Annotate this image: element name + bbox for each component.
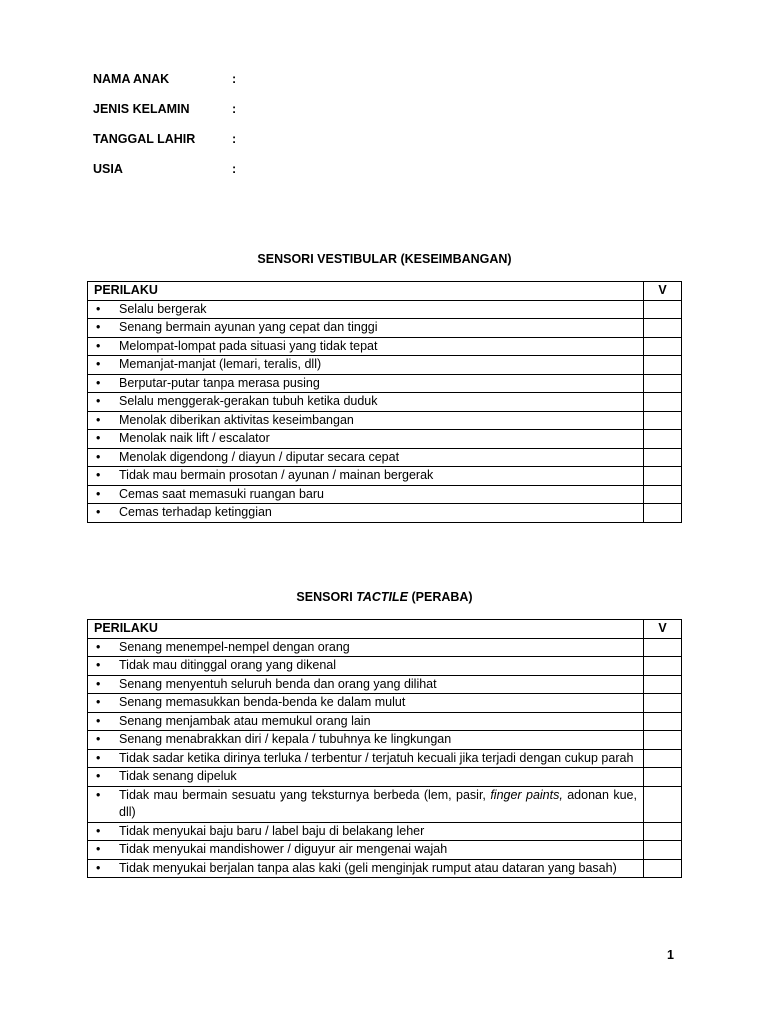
table-header-row [88,282,682,301]
behavior-cell [88,786,644,822]
behavior-text: Menolak digendong / diayun / diputar secara cepat [119,449,400,464]
field-colon: : [232,72,237,86]
behavior-item [94,657,637,675]
behavior-cell [88,393,644,412]
behavior-cell [88,675,644,694]
behavior-text: Tidak mau bermain prosotan / ayunan / mainan bergerak [119,468,434,482]
behavior-cell [88,319,644,338]
behavior-item [94,768,637,786]
field-label: NAMA ANAK [93,72,170,86]
behavior-item [94,393,637,411]
checklist-row [88,337,682,356]
bullet-icon: • [96,394,101,408]
behavior-cell [88,467,644,486]
behavior-item [94,823,637,841]
bullet-icon: • [96,639,101,654]
checklist-row [88,675,682,694]
behavior-cell [88,768,644,787]
behavior-text: Senang memasukkan benda-benda ke dalam mulut [119,695,406,709]
bullet-icon: • [96,658,101,672]
bullet-icon: • [96,486,101,501]
check-cell[interactable] [644,712,682,731]
behavior-item [94,375,637,393]
field-colon: : [232,132,237,146]
checklist-row [88,749,682,768]
checklist-row [88,841,682,860]
bullet-icon: • [96,431,101,445]
bullet-icon: • [96,468,101,482]
checklist-row [88,393,682,412]
check-cell[interactable] [644,749,682,768]
behavior-cell [88,841,644,860]
bullet-icon: • [96,412,101,427]
checklist-row [88,712,682,731]
check-cell[interactable] [644,786,682,822]
bullet-icon: • [96,860,101,875]
behavior-text: Senang bermain ayunan yang cepat dan tinggi [119,320,378,334]
check-cell[interactable] [644,694,682,713]
check-cell[interactable] [644,841,682,860]
bullet-icon: • [96,375,101,390]
behavior-text: Tidak menyukai baju baru / label baju di belakang leher [119,823,425,838]
check-cell[interactable] [644,638,682,657]
behavior-text: Senang menabrakkan diri / kepala / tubuhnya ke lingkungan [119,732,452,746]
check-cell[interactable] [644,768,682,787]
check-cell[interactable] [644,657,682,676]
checklist-row [88,657,682,676]
behavior-text: Tidak sadar ketika dirinya terluka / terbentur / terjatuh kecuali jika terjadi dengan cukup parah [119,750,634,765]
behavior-text: Memanjat-manjat (lemari, teralis, dll) [119,357,322,371]
field-colon: : [232,102,237,116]
header-check: V [644,620,682,639]
tactile-section-title [87,590,682,604]
behavior-text [119,787,637,822]
text-part: Tidak mau bermain sesuatu yang teksturnya berbeda (lem, pasir, [119,787,486,802]
checklist-row [88,694,682,713]
behavior-cell [88,859,644,878]
vestibular-checklist-table [87,281,682,523]
checklist-row [88,768,682,787]
behavior-item [94,412,637,430]
header-behavior: PERILAKU [88,620,644,639]
bullet-icon: • [96,505,101,519]
behavior-text: Menolak naik lift / escalator [119,431,270,445]
table-header-row [88,620,682,639]
check-cell[interactable] [644,393,682,412]
checklist-row [88,731,682,750]
behavior-text: Senang menjambak atau memukul orang lain [119,713,371,728]
checklist-row [88,430,682,449]
checklist-row [88,485,682,504]
vestibular-section-title: SENSORI VESTIBULAR (KESEIMBANGAN) [257,252,512,266]
field-colon: : [232,162,237,176]
check-cell[interactable] [644,374,682,393]
behavior-item [94,787,637,822]
title-italic: TACTILE [356,590,408,604]
behavior-item [94,860,637,878]
text-italic: finger paints, [490,787,563,802]
behavior-item [94,731,637,749]
checklist-row [88,448,682,467]
checklist-row [88,356,682,375]
behavior-item [94,449,637,467]
behavior-cell [88,638,644,657]
bullet-icon: • [96,676,101,691]
behavior-cell [88,694,644,713]
bullet-icon: • [96,449,101,464]
behavior-item [94,467,637,485]
behavior-text: Selalu bergerak [119,301,207,316]
check-cell[interactable] [644,467,682,486]
behavior-cell [88,374,644,393]
behavior-cell [88,300,644,319]
check-cell[interactable] [644,411,682,430]
checklist-row [88,822,682,841]
behavior-item [94,301,637,319]
behavior-text: Menolak diberikan aktivitas keseimbangan [119,412,354,427]
text-part: adonan kue, dll) [119,787,637,819]
check-cell[interactable] [644,319,682,338]
tactile-checklist-table [87,619,682,878]
bullet-icon: • [96,357,101,371]
behavior-text: Tidak menyukai berjalan tanpa alas kaki (geli menginjak rumput atau dataran yang basah) [119,860,617,875]
behavior-cell [88,712,644,731]
behavior-cell [88,337,644,356]
check-cell[interactable] [644,504,682,523]
behavior-item [94,486,637,504]
behavior-cell [88,356,644,375]
check-cell[interactable] [644,859,682,878]
bullet-icon: • [96,713,101,728]
bullet-icon: • [96,750,101,765]
behavior-cell [88,430,644,449]
checklist-row [88,467,682,486]
bullet-icon: • [96,301,101,316]
check-cell[interactable] [644,675,682,694]
behavior-cell [88,504,644,523]
behavior-text: Melompat-lompat pada situasi yang tidak tepat [119,338,378,353]
field-label: USIA [93,162,123,176]
check-cell[interactable] [644,822,682,841]
check-cell[interactable] [644,356,682,375]
behavior-item [94,430,637,448]
behavior-text: Tidak mau ditinggal orang yang dikenal [119,658,337,672]
title-suffix: (PERABA) [411,590,473,604]
behavior-text: Berputar-putar tanpa merasa pusing [119,375,320,390]
bullet-icon: • [96,787,101,802]
behavior-item [94,694,637,712]
check-cell[interactable] [644,731,682,750]
behavior-item [94,356,637,374]
behavior-cell [88,731,644,750]
behavior-text: Cemas saat memasuki ruangan baru [119,486,324,501]
behavior-text: Senang menyentuh seluruh benda dan orang yang dilihat [119,676,437,691]
behavior-text: Selalu menggerak-gerakan tubuh ketika duduk [119,394,378,408]
header-behavior: PERILAKU [88,282,644,301]
page-number: 1 [667,948,674,962]
bullet-icon: • [96,320,101,334]
behavior-item [94,639,637,657]
checklist-row [88,859,682,878]
behavior-text: Tidak menyukai mandishower / diguyur air mengenai wajah [119,842,448,856]
title-prefix: SENSORI [296,590,353,604]
behavior-item [94,676,637,694]
bullet-icon: • [96,823,101,838]
behavior-item [94,319,637,337]
bullet-icon: • [96,842,101,856]
check-cell[interactable] [644,485,682,504]
behavior-item [94,750,637,768]
behavior-text: Tidak senang dipeluk [119,769,237,783]
bullet-icon: • [96,695,101,709]
bullet-icon: • [96,769,101,783]
checklist-row [88,638,682,657]
check-cell[interactable] [644,337,682,356]
behavior-cell [88,657,644,676]
field-label: TANGGAL LAHIR [93,132,196,146]
bullet-icon: • [96,732,101,746]
checklist-row [88,300,682,319]
behavior-item [94,504,637,522]
check-cell[interactable] [644,448,682,467]
behavior-cell [88,822,644,841]
check-cell[interactable] [644,430,682,449]
checklist-row [88,374,682,393]
check-cell[interactable] [644,300,682,319]
behavior-cell [88,749,644,768]
behavior-text: Senang menempel-nempel dengan orang [119,639,350,654]
behavior-item [94,713,637,731]
checklist-row [88,319,682,338]
header-check: V [644,282,682,301]
behavior-cell [88,485,644,504]
checklist-row [88,786,682,822]
behavior-item [94,841,637,859]
behavior-item [94,338,637,356]
field-label: JENIS KELAMIN [93,102,190,116]
behavior-cell [88,448,644,467]
bullet-icon: • [96,338,101,353]
checklist-row [88,411,682,430]
behavior-cell [88,411,644,430]
checklist-row [88,504,682,523]
behavior-text: Cemas terhadap ketinggian [119,505,272,519]
